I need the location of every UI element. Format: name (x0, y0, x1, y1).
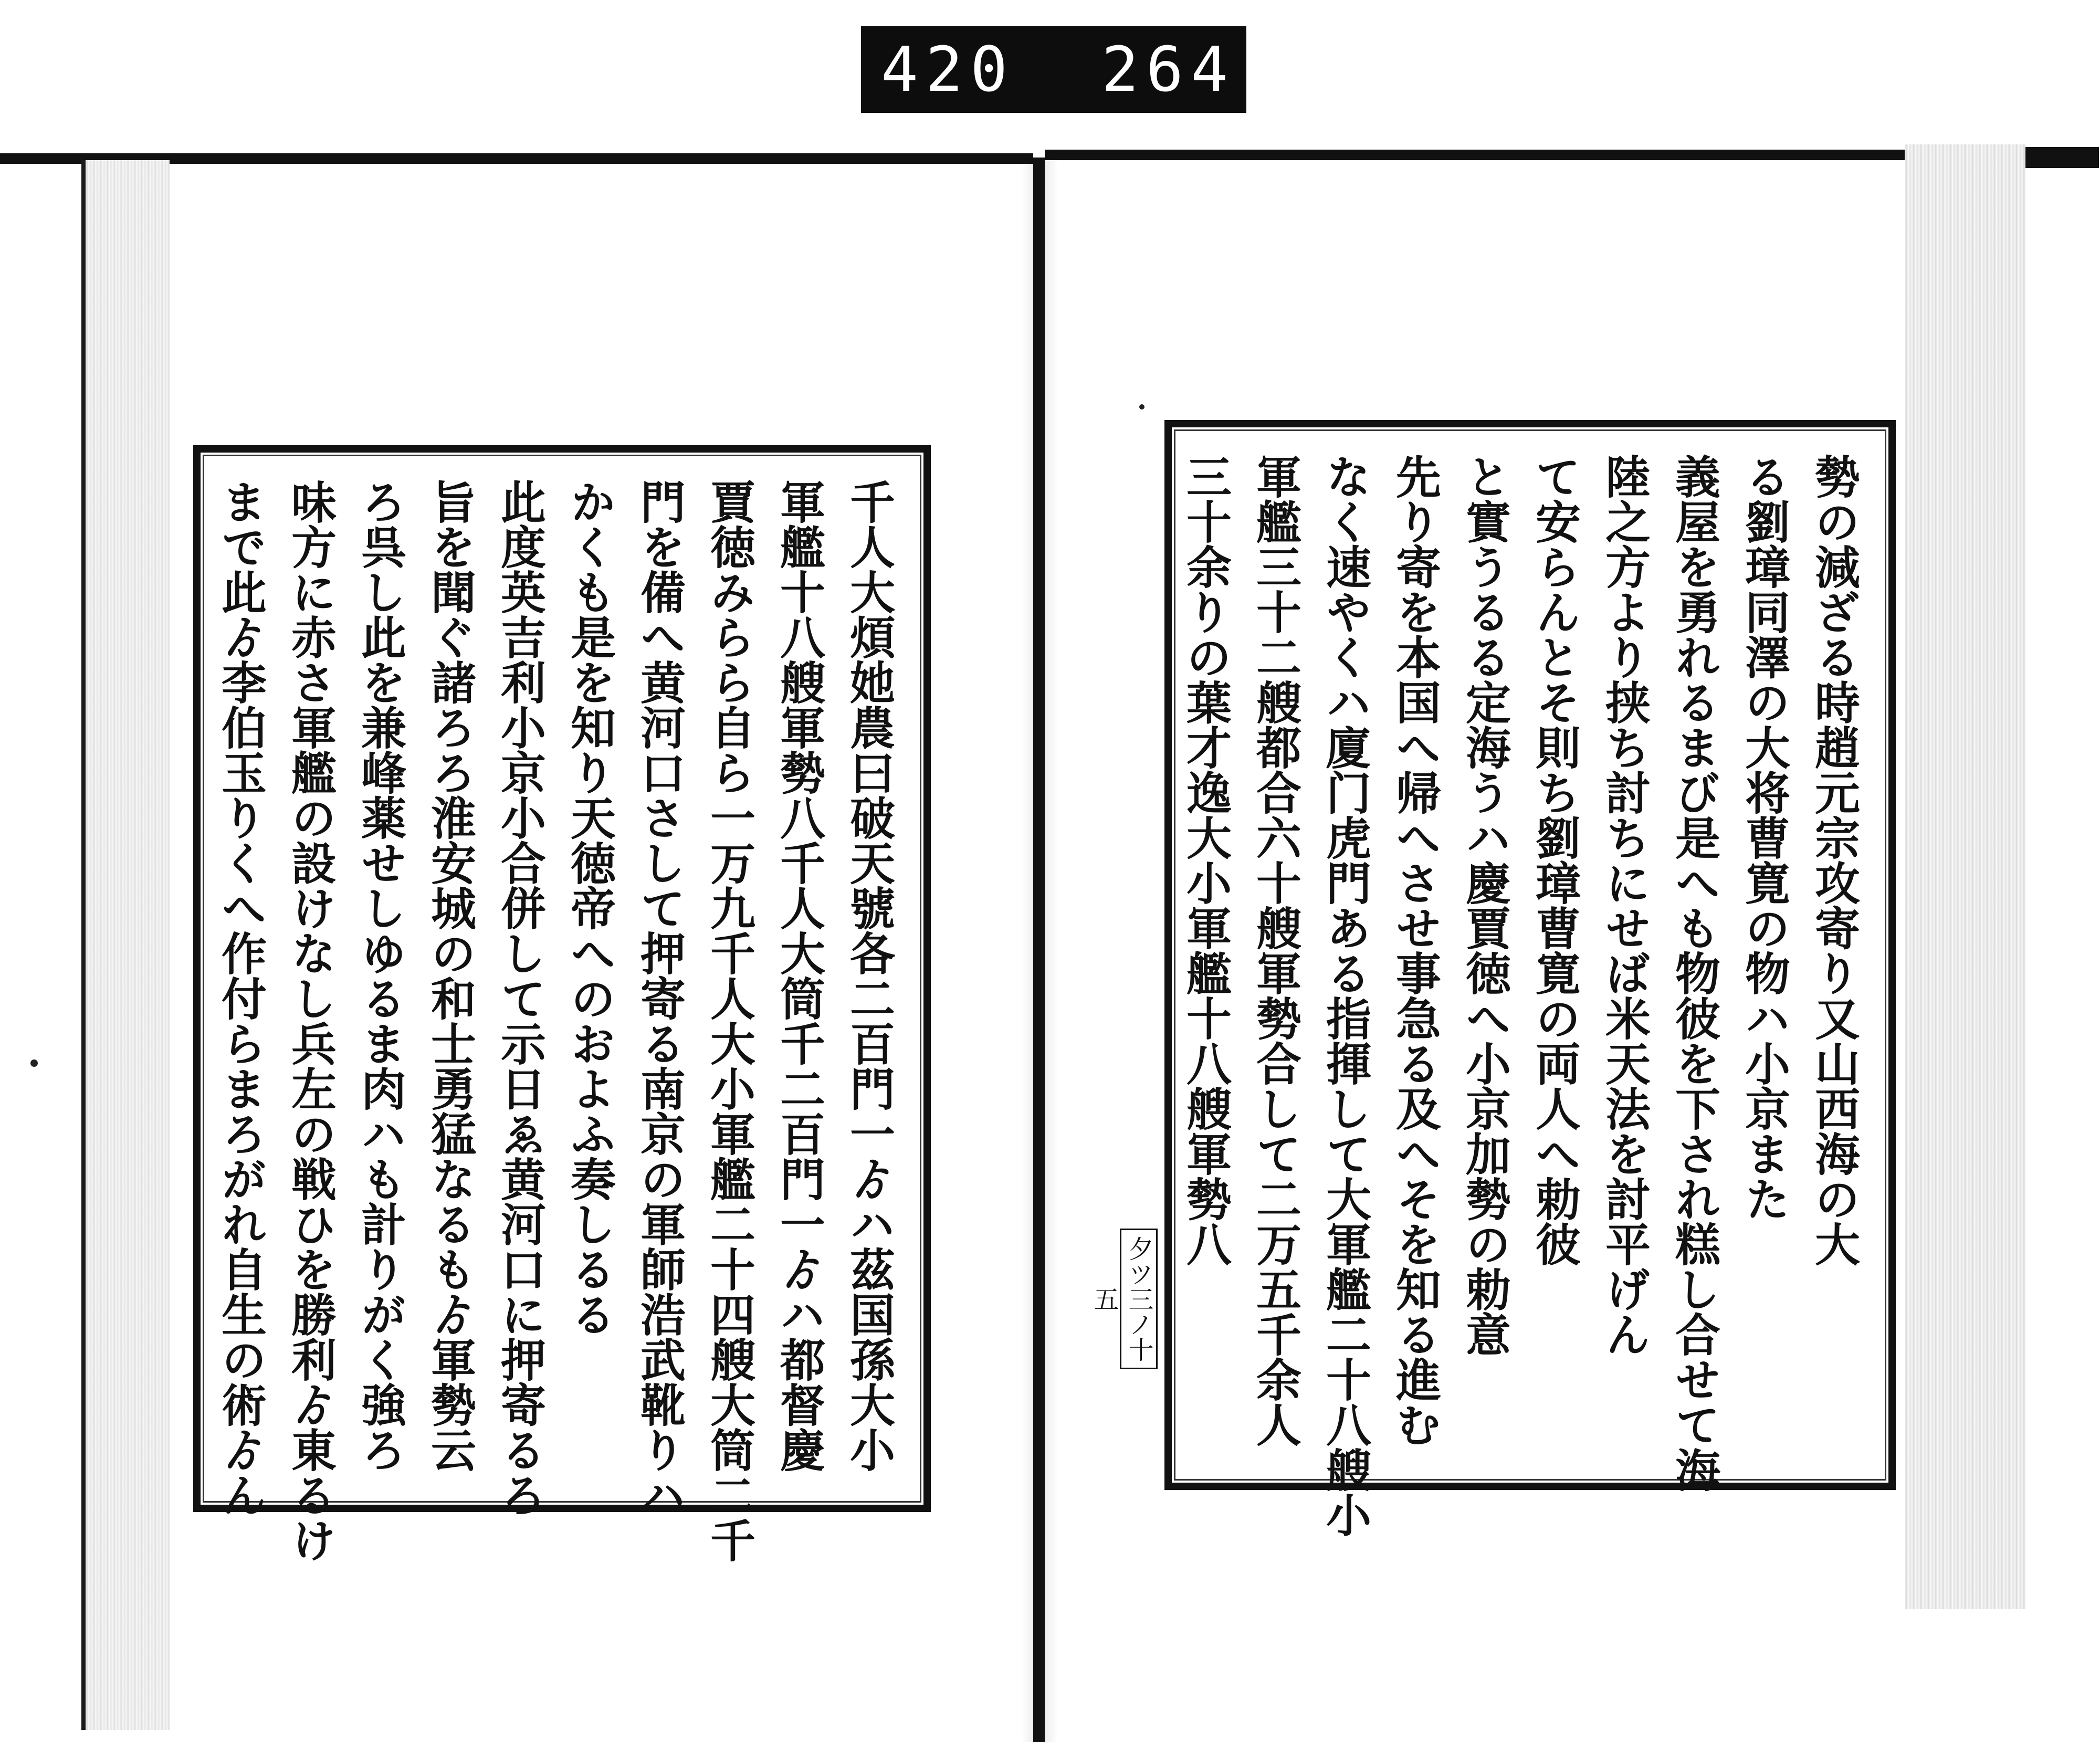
ink-speck (30, 1059, 38, 1067)
text-line: 門を備へ黄河口さして押寄る南京の軍師浩武靴りハ (633, 479, 686, 1517)
text-line: 此度英吉利小京小合併して示日ゑ黄河口に押寄るろ (493, 479, 546, 1517)
right-page-text-frame (1164, 420, 1896, 1537)
text-line: 旨を聞ぐ諸ろろ淮安城の和士勇猛なるもゟ軍勢云 (423, 479, 476, 1472)
left-page-text (214, 479, 904, 1562)
text-line: 義屋を勇れるまび是へも物彼を下され糕し合せて海 (1667, 454, 1720, 1492)
text-line: 味方に赤さ軍艦の設けなし兵左の戦ひを勝利ゟ東るけ (284, 479, 337, 1562)
frame-number: 264. (1101, 33, 1280, 106)
right-page-text (1179, 454, 1868, 1537)
text-line: 千人大煩她農曰破天號各二百門一ゟハ茲国孫大小 (842, 479, 895, 1472)
right-page-edge (1905, 144, 2025, 1609)
ink-speck (1139, 404, 1144, 410)
text-line: 賈徳みらら自ら一万九千人大小軍艦二十四艘大筒二千 (702, 479, 755, 1562)
text-line: て安らんとそ則ち劉璋曹寛の両人へ勅彼 (1528, 454, 1581, 1266)
text-line: 三十余りの葉才逸大小軍艦十八艘軍勢八 (1179, 454, 1232, 1266)
text-line: る劉璋同澤の大将曹寛の物ハ小京また (1737, 454, 1790, 1221)
left-page-edge (81, 160, 170, 1730)
right-outer-edge (2025, 147, 2099, 168)
page-margin-label: 夕ツ三ノ十五 (1120, 1229, 1158, 1369)
text-line: 陸之方より挟ち討ちにせば米天法を討平げん (1598, 454, 1651, 1357)
text-line: 勢の減ざる時趙元宗攻寄り又山西海の大 (1807, 454, 1860, 1266)
book-gutter (1033, 158, 1045, 1742)
reel-number: 420 (881, 33, 1015, 106)
text-line: 軍艦十八艘軍勢八千人大筒千二百門一ゟハ都督慶 (772, 479, 825, 1472)
text-line: ろ呉し此を兼峰薬せしゆるま肉ハも計りがく強ろ (353, 479, 406, 1472)
top-edge-rule-right (1045, 150, 1927, 160)
text-line: 先り寄を本国へ帰へさせ事急る及へそを知る進む (1388, 454, 1441, 1447)
text-line: かくも是を知り天徳帝へのおよふ奏しるる (563, 479, 616, 1337)
text-line: なく速やくハ廈门虎門ある指揮して大軍艦二十八艘小 (1318, 454, 1371, 1537)
text-line: 軍艦三十二艘都合六十艘軍勢合して二万五千余人 (1248, 454, 1301, 1447)
text-line: と實うるる定海うハ慶賈徳へ小京加勢の勅意 (1458, 454, 1511, 1357)
left-page-text-frame (193, 445, 931, 1562)
text-line: まで此ゟ李伯玉りくへ作付らまろがれ自生の術ゟん (214, 479, 267, 1517)
film-frame-label (861, 26, 1280, 113)
